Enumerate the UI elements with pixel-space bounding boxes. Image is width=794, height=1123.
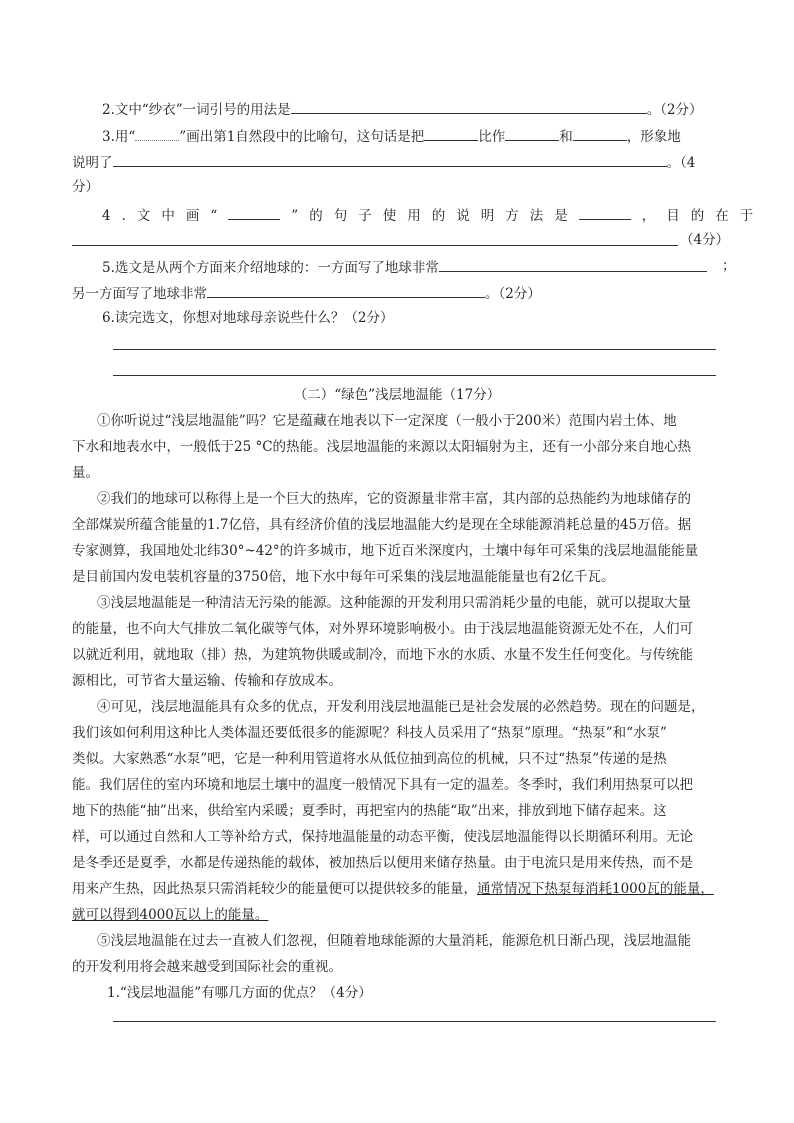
paragraph-line: 的开发利用将会越来越受到国际社会的重视。 <box>72 959 342 975</box>
paragraph-line: ①你听说过“浅层地温能”吗？它是蕴藏在地表以下一定深度（一般小于200米）范围内岩土体、地 <box>97 413 677 429</box>
question-4: 4.文中画“ ”的句子使用的说明方法是 ，目的在于 <box>102 204 764 226</box>
answer-line[interactable] <box>72 245 678 246</box>
answer-line[interactable] <box>113 1021 716 1022</box>
question-3-line-3: 分） <box>72 179 99 195</box>
answer-blank[interactable] <box>291 98 647 114</box>
paragraph-line: 地下的热能“抽”出来，供给室内采暖；夏季时，再把室内的热能“取”出来，排放到地下储存起来。这 <box>72 803 667 819</box>
question-5-line-2: 另一方面写了地球非常 。（2分） <box>72 282 541 304</box>
paragraph-line: 能。我们居住的室内环境和地层土壤中的温度一般情况下具有一定的温差。冬季时，我们利用热泵可以把 <box>72 777 693 793</box>
answer-blank[interactable] <box>573 125 627 141</box>
answer-blank[interactable] <box>505 125 559 141</box>
answer-blank[interactable] <box>228 204 280 220</box>
answer-line[interactable] <box>113 349 716 350</box>
answer-blank[interactable] <box>439 256 707 272</box>
section-title: （二）“绿色”浅层地温能（17分） <box>293 387 501 403</box>
answer-blank[interactable] <box>207 282 485 298</box>
answer-blank[interactable] <box>113 151 667 167</box>
paragraph-line: 源相比，可节省大量运输、传输和存放成本。 <box>72 673 342 689</box>
paragraph-line: 是冬季还是夏季，水都是传递热能的载体，被加热后以便用来储存热量。由于电流只是用来传热，而不是 <box>72 855 693 871</box>
question-6: 6.读完选文，你想对地球母亲说些什么？（2分） <box>102 310 394 326</box>
paragraph-line: 以就近利用，就地取（排）热，为建筑物供暖或制冷，而地下水的水质、水量不发生任何变化。与传统能 <box>72 647 693 663</box>
question-3-line-2: 说明了 。（4 <box>72 151 695 173</box>
paragraph-line: 下水和地表水中，一般低于25 °C的热能。浅层地温能的来源以太阳辐射为主，还有一小部分来自地心热 <box>72 439 692 455</box>
answer-blank[interactable] <box>579 204 631 220</box>
wavy-underline-mark <box>135 126 179 141</box>
paragraph-line: 样，可以通过自然和人工等补给方式，保持地温能量的动态平衡，使浅层地温能得以长期循环利用。无论 <box>72 829 693 845</box>
underlined-sentence: 通常情况下热泵每消耗1000瓦的能量， <box>477 881 714 897</box>
paragraph-line: ④可见，浅层地温能具有众多的优点，开发利用浅层地温能已是社会发展的必然趋势。现在的问题是， <box>97 699 705 715</box>
underlined-sentence: 就可以得到4000瓦以上的能量。 <box>72 907 269 923</box>
paragraph-line: 是目前国内发电装机容量的3750倍，地下水中每年可采集的浅层地温能能量也有2亿千瓦。 <box>72 569 615 585</box>
question-2: 2.文中“纱衣”一词引号的用法是 。（2分） <box>102 98 703 120</box>
paragraph-line: 的能量，也不向大气排放二氧化碳等气体，对外界环境影响极小。由于浅层地温能资源无处不在，人们可 <box>72 621 693 637</box>
question-3: 3.用“ ”画出第1自然段中的比喻句，这句话是把 比作 和 ，形象地 <box>102 125 681 147</box>
section2-question-1: 1.“浅层地温能”有哪几方面的优点？（4分） <box>107 985 372 1001</box>
question-5: 5.选文是从两个方面来介绍地球的：一方面写了地球非常 <box>102 256 707 278</box>
answer-line[interactable] <box>113 375 716 376</box>
paragraph-line: 我们该如何利用这种比人类体温还要低很多的能源呢？科技人员采用了“热泵”原理。“热泵”和“水泵” <box>72 725 667 741</box>
paragraph-line: ②我们的地球可以称得上是一个巨大的热库，它的资源量非常丰富，其内部的总热能约为地球储存的 <box>97 491 691 507</box>
paragraph-line: 量。 <box>72 465 99 481</box>
answer-blank[interactable] <box>424 125 478 141</box>
paragraph-line: ⑤浅层地温能在过去一直被人们忽视，但随着地球能源的大量消耗，能源危机日渐凸现，浅层地温能 <box>97 933 691 949</box>
paragraph-line: 全部煤炭所蕴含能量的1.7亿倍，具有经济价值的浅层地温能大约是现在全球能源消耗总量的45万倍。据 <box>72 517 692 533</box>
paragraph-line: 用来产生热，因此热泵只需消耗较少的能量便可以提供较多的能量，通常情况下热泵每消耗1000瓦的能量， <box>72 881 714 897</box>
paragraph-line: 专家测算，我国地处北纬30°~42°的许多城市，地下近百米深度内，土壤中每年可采集的浅层地温能能量 <box>72 543 699 559</box>
semicolon: ； <box>722 258 736 274</box>
question-4-score: （4分） <box>680 232 730 248</box>
paragraph-line: 类似。大家熟悉“水泵”吧，它是一种利用管道将水从低位抽到高位的机械，只不过“热泵”传递的是热 <box>72 751 667 767</box>
paragraph-line: ③浅层地温能是一种清洁无污染的能源。这种能源的开发利用只需消耗少量的电能，就可以提取大量 <box>97 595 691 611</box>
